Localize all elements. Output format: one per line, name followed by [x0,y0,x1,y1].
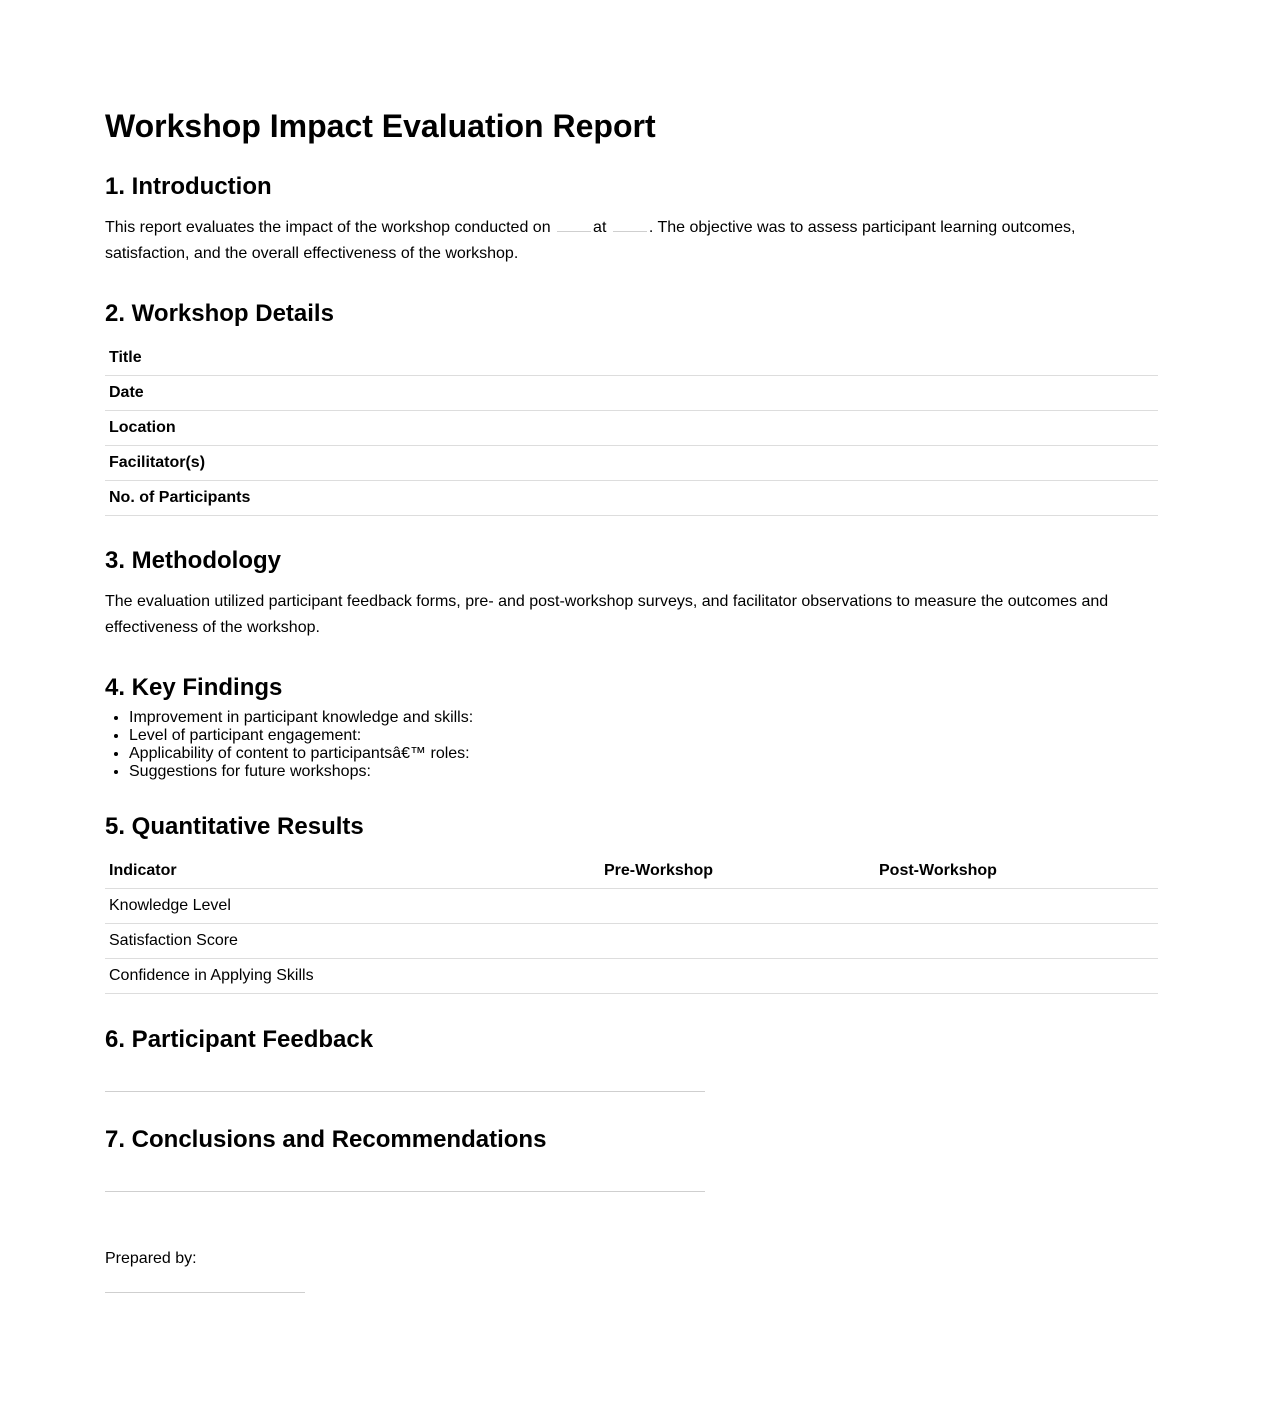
location-blank[interactable] [613,217,647,232]
post-workshop-cell [875,924,1158,959]
key-findings-heading: 4. Key Findings [105,674,283,701]
post-workshop-cell [875,959,1158,994]
table-row [105,924,1158,959]
signature-line[interactable] [105,1292,305,1293]
details-label-title: Title [105,341,1158,376]
table-row [105,889,1158,924]
workshop-details-table [105,341,1158,516]
table-row [105,446,1158,481]
pre-workshop-cell [600,924,875,959]
methodology-text: The evaluation utilized participant feedback forms, pre- and post-workshop surveys, and facilitator observations to measure the outcomes and effectiveness of the workshop. [105,593,1109,636]
key-findings-list [105,709,1158,781]
report-title: Workshop Impact Evaluation Report [105,108,656,144]
post-workshop-cell [875,889,1158,924]
indicator-cell: Confidence in Applying Skills [105,959,600,994]
date-blank[interactable] [557,217,591,232]
table-row [105,959,1158,994]
quantitative-results-heading: 5. Quantitative Results [105,813,364,840]
details-label-date: Date [105,376,1158,411]
methodology-heading: 3. Methodology [105,547,281,574]
column-header-indicator: Indicator [105,854,600,889]
workshop-details-heading: 2. Workshop Details [105,300,334,327]
list-item: • Level of participant engagement: [129,727,1158,745]
list-item: • Applicability of content to participantsâ€™ roles: [129,745,1158,763]
details-label-location: Location [105,411,1158,446]
table-row [105,481,1158,516]
column-header-post-workshop: Post-Workshop [875,854,1158,889]
introduction-text-part3: . The objective was to assess participant learning outcomes, satisfaction, and the overall effectiveness of the workshop. [105,219,1076,262]
introduction-text-part1: This report evaluates the impact of the workshop conducted on [105,219,551,236]
column-header-pre-workshop: Pre-Workshop [600,854,875,889]
prepared-by-label: Prepared by: [105,1250,197,1267]
introduction-heading: 1. Introduction [105,173,272,200]
table-row [105,376,1158,411]
table-header-row [105,854,1158,889]
indicator-cell: Knowledge Level [105,889,600,924]
pre-workshop-cell [600,889,875,924]
pre-workshop-cell [600,959,875,994]
introduction-text-part2: at [593,219,607,236]
table-row [105,341,1158,376]
feedback-entry-line[interactable] [105,1091,705,1092]
conclusions-heading: 7. Conclusions and Recommendations [105,1126,547,1153]
introduction-text [105,215,1158,267]
table-row [105,411,1158,446]
details-label-participants: No. of Participants [105,481,1158,516]
list-item: • Suggestions for future workshops: [129,763,1158,781]
conclusions-entry-line[interactable] [105,1191,705,1192]
quantitative-results-table [105,854,1158,994]
participant-feedback-heading: 6. Participant Feedback [105,1026,374,1053]
list-item: • Improvement in participant knowledge and skills: [129,709,1158,727]
indicator-cell: Satisfaction Score [105,924,600,959]
details-label-facilitators: Facilitator(s) [105,446,1158,481]
